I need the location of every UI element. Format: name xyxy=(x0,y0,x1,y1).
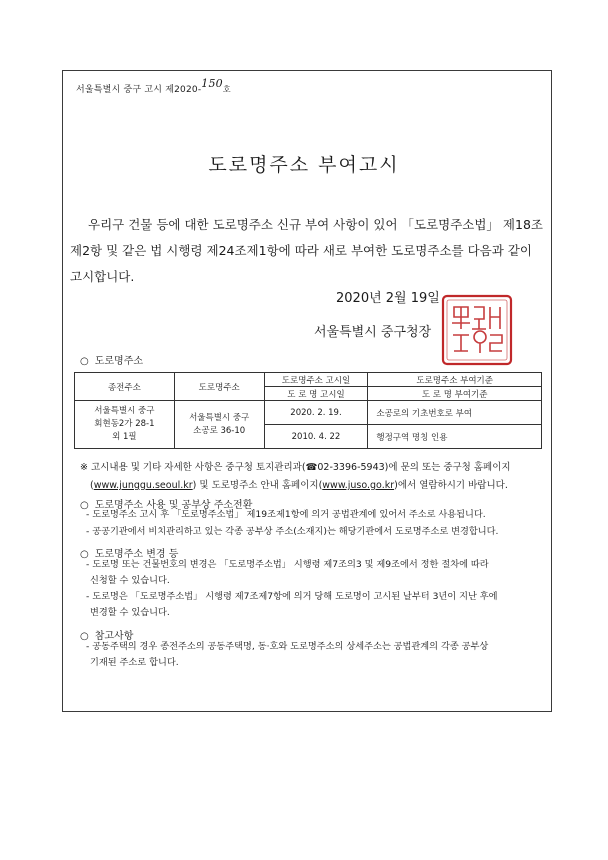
list-item: 기재된 주소로 합니다. xyxy=(90,657,179,668)
section-title: 도로명주소 xyxy=(94,356,144,367)
note-mark: ※ xyxy=(80,462,88,473)
section-title: 도로명주소 사용 및 공부상 주소전환 xyxy=(94,500,253,511)
col-header-addr-notice-date: 도로명주소 고시일 xyxy=(264,373,368,387)
col-header-road-notice-date: 도 로 명 고시일 xyxy=(264,387,368,401)
road-address-cell xyxy=(174,401,264,449)
section-title: 도로명주소 변경 등 xyxy=(94,549,179,560)
addr-notice-date-cell: 2020. 2. 19. xyxy=(264,401,368,425)
old-address-line: 서울특별시 중구 xyxy=(94,406,155,416)
old-address-line: 회현동2가 28-1 xyxy=(94,419,155,429)
old-address-line: 외 1필 xyxy=(112,432,137,442)
notice-number-prefix: 서울특별시 중구 고시 제2020- xyxy=(76,85,202,95)
notice-number xyxy=(76,77,231,95)
road-address-line: 소공로 36-10 xyxy=(193,425,246,436)
table-row xyxy=(75,401,542,425)
junggu-homepage-link[interactable]: www.junggu.seoul.kr xyxy=(93,480,193,491)
section-bullet: ○ xyxy=(80,549,89,560)
section-bullet: ○ xyxy=(80,500,89,511)
note-text-3: )에서 열람하시기 바랍니다. xyxy=(394,480,508,491)
list-item: - 도로명 또는 건물번호의 변경은 「도로명주소법」 시행령 제7조의3 및 제9조에서 정한 절차에 따라 xyxy=(86,559,489,570)
road-basis-cell: 행정구역 명칭 인용 xyxy=(368,425,542,449)
juso-homepage-link[interactable]: www.juso.go.kr xyxy=(322,480,395,491)
section-bullet: ○ xyxy=(80,356,89,367)
official-seal xyxy=(440,293,514,367)
body-line-2: 제2항 및 같은 법 시행령 제24조제1항에 따라 새로 부여한 도로명주소를 다음과 같이 xyxy=(70,243,532,258)
section-title: 참고사항 xyxy=(94,631,134,642)
note-paren: ( xyxy=(90,480,94,491)
list-item: - 공동주택의 경우 종전주소의 공동주택명, 동·호와 도로명주소의 상세주소는 공법관계의 각종 공부상 xyxy=(86,641,489,652)
notice-body xyxy=(70,212,543,290)
notice-number-handwritten: 150 xyxy=(201,77,223,90)
note-text-1: 고시내용 및 기타 자세한 사항은 중구청 토지관리과(☎02-3396-5943)에 문의 또는 중구청 홈페이지 xyxy=(91,462,511,473)
page-title: 도로명주소 부여고시 xyxy=(208,154,400,176)
notice-date: 2020년 2월 19일 xyxy=(336,291,440,306)
list-item: 변경할 수 있습니다. xyxy=(90,607,170,618)
col-header-addr-basis: 도로명주소 부여기준 xyxy=(368,373,542,387)
section-heading-address xyxy=(80,352,143,367)
old-address-cell xyxy=(75,401,175,449)
issuer-name: 서울특별시 중구청장 xyxy=(314,325,432,340)
section-bullet: ○ xyxy=(80,631,89,642)
note-text-2: ) 및 도로명주소 안내 홈페이지( xyxy=(192,480,323,491)
body-line-1: 우리구 건물 등에 대한 도로명주소 신규 부여 사항이 있어 「도로명주소법」 제18조 xyxy=(88,217,543,232)
notice-number-suffix: 호 xyxy=(222,85,231,94)
col-header-road-basis: 도 로 명 부여기준 xyxy=(368,387,542,401)
list-item: - 도로명주소 고시 후 「도로명주소법」 제19조제1항에 의거 공법관계에 있어서 주소로 사용됩니다. xyxy=(86,509,486,520)
road-address-line: 서울특별시 중구 xyxy=(189,412,250,423)
list-item: - 도로명은 「도로명주소법」 시행령 제7조제7항에 의거 당해 도로명이 고시된 날부터 3년이 지난 후에 xyxy=(86,591,498,602)
list-item: - 공공기관에서 비치관리하고 있는 각종 공부상 주소(소재지)는 해당기관에서 도로명주소로 변경합니다. xyxy=(86,526,499,537)
address-table xyxy=(74,372,542,449)
contact-note xyxy=(80,459,540,495)
road-notice-date-cell: 2010. 4. 22 xyxy=(264,425,368,449)
addr-basis-cell: 소공로의 기초번호로 부여 xyxy=(368,401,542,425)
col-header-road-address: 도로명주소 xyxy=(174,373,264,401)
body-line-3: 고시합니다. xyxy=(70,269,135,284)
list-item: 신청할 수 있습니다. xyxy=(90,575,170,586)
col-header-old-address: 종전주소 xyxy=(75,373,175,401)
